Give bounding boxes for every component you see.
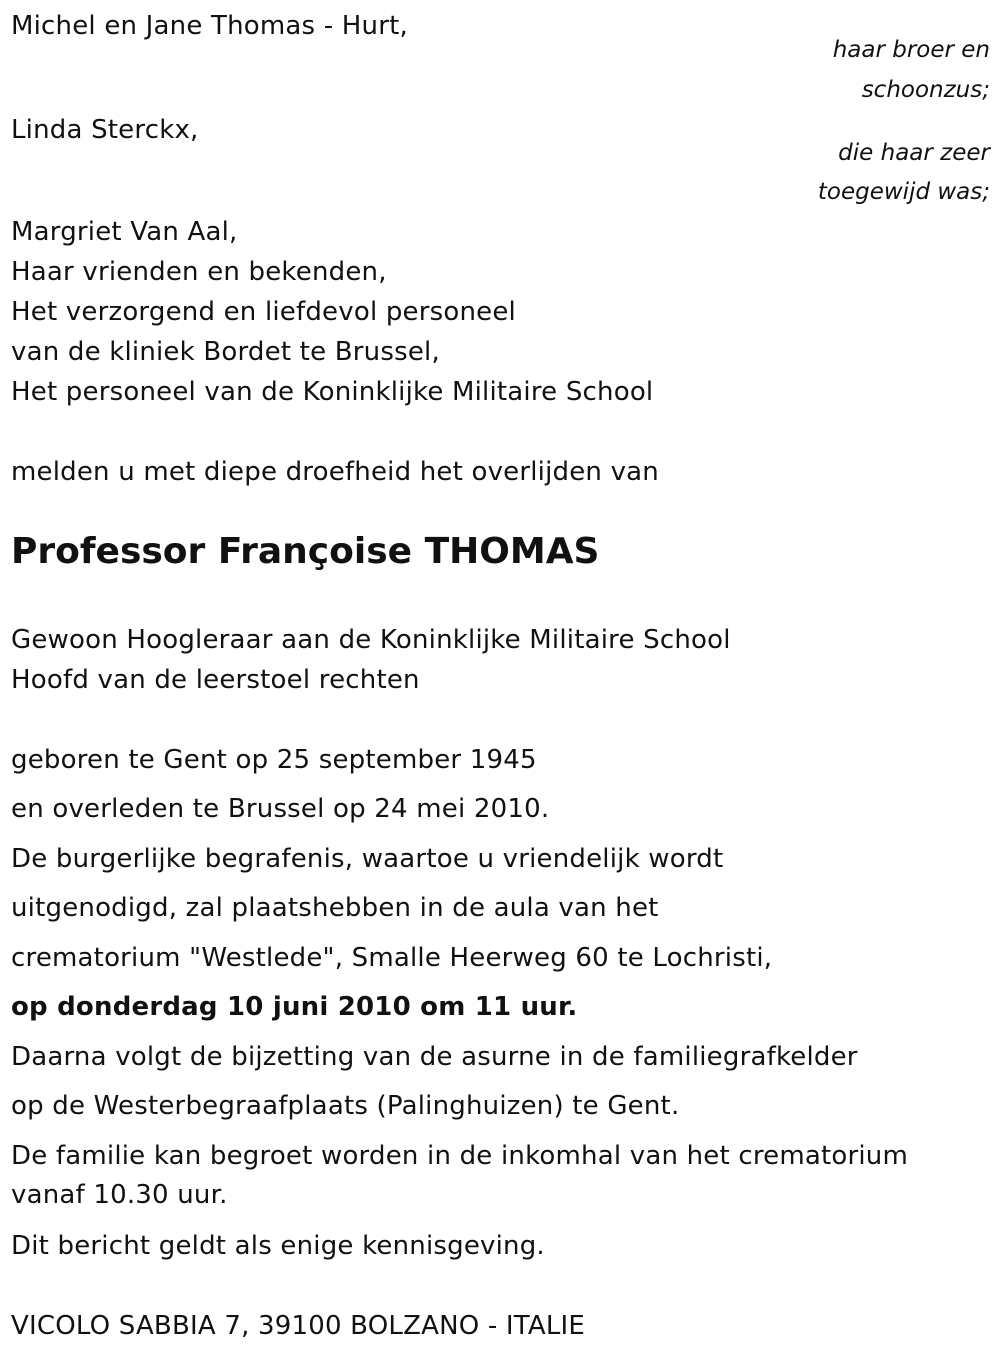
burial-line-1: Daarna volgt de bijzetting van de asurne in de familiegrafkelder bbox=[11, 1042, 858, 1072]
family-line-friends: Haar vrienden en bekenden, bbox=[11, 257, 387, 287]
deceased-title-chair: Hoofd van de leerstoel rechten bbox=[11, 665, 420, 695]
greeting-line-2: vanaf 10.30 uur. bbox=[11, 1180, 228, 1210]
announcement-text: melden u met diepe droefheid het overlijden van bbox=[11, 457, 659, 487]
birth-line: geboren te Gent op 25 september 1945 bbox=[11, 745, 537, 775]
family-line-clinic: van de kliniek Bordet te Brussel, bbox=[11, 337, 440, 367]
greeting-line-1: De familie kan begroet worden in de inkomhal van het crematorium bbox=[11, 1141, 909, 1171]
family-line-linda: Linda Sterckx, bbox=[11, 115, 199, 145]
funeral-line-2: uitgenodigd, zal plaatshebben in de aula van het bbox=[11, 893, 659, 923]
family-line-school-staff: Het personeel van de Koninklijke Militaire School bbox=[11, 377, 654, 407]
funeral-line-3: crematorium "Westlede", Smalle Heerweg 60 te Lochristi, bbox=[11, 943, 773, 973]
funeral-date: op donderdag 10 juni 2010 om 11 uur. bbox=[11, 992, 578, 1022]
address-line: VICOLO SABBIA 7, 39100 BOLZANO - ITALIE bbox=[11, 1311, 586, 1341]
family-line-margriet: Margriet Van Aal, bbox=[11, 217, 238, 247]
funeral-line-1: De burgerlijke begrafenis, waartoe u vriendelijk wordt bbox=[11, 844, 724, 874]
relation-devoted-cont: toegewijd was; bbox=[817, 179, 990, 205]
relation-devoted: die haar zeer bbox=[838, 140, 990, 166]
deceased-title-professor: Gewoon Hoogleraar aan de Koninklijke Militaire School bbox=[11, 625, 731, 655]
notice-line: Dit bericht geldt als enige kennisgeving. bbox=[11, 1231, 545, 1261]
family-line-michel-jane: Michel en Jane Thomas - Hurt, bbox=[11, 11, 408, 41]
death-line: en overleden te Brussel op 24 mei 2010. bbox=[11, 794, 550, 824]
relation-brother-sister-in-law: haar broer en bbox=[832, 37, 990, 63]
relation-brother-sister-in-law-cont: schoonzus; bbox=[861, 77, 990, 103]
family-line-staff: Het verzorgend en liefdevol personeel bbox=[11, 297, 516, 327]
deceased-name: Professor Françoise THOMAS bbox=[11, 531, 600, 572]
burial-line-2: op de Westerbegraafplaats (Palinghuizen) te Gent. bbox=[11, 1091, 680, 1121]
